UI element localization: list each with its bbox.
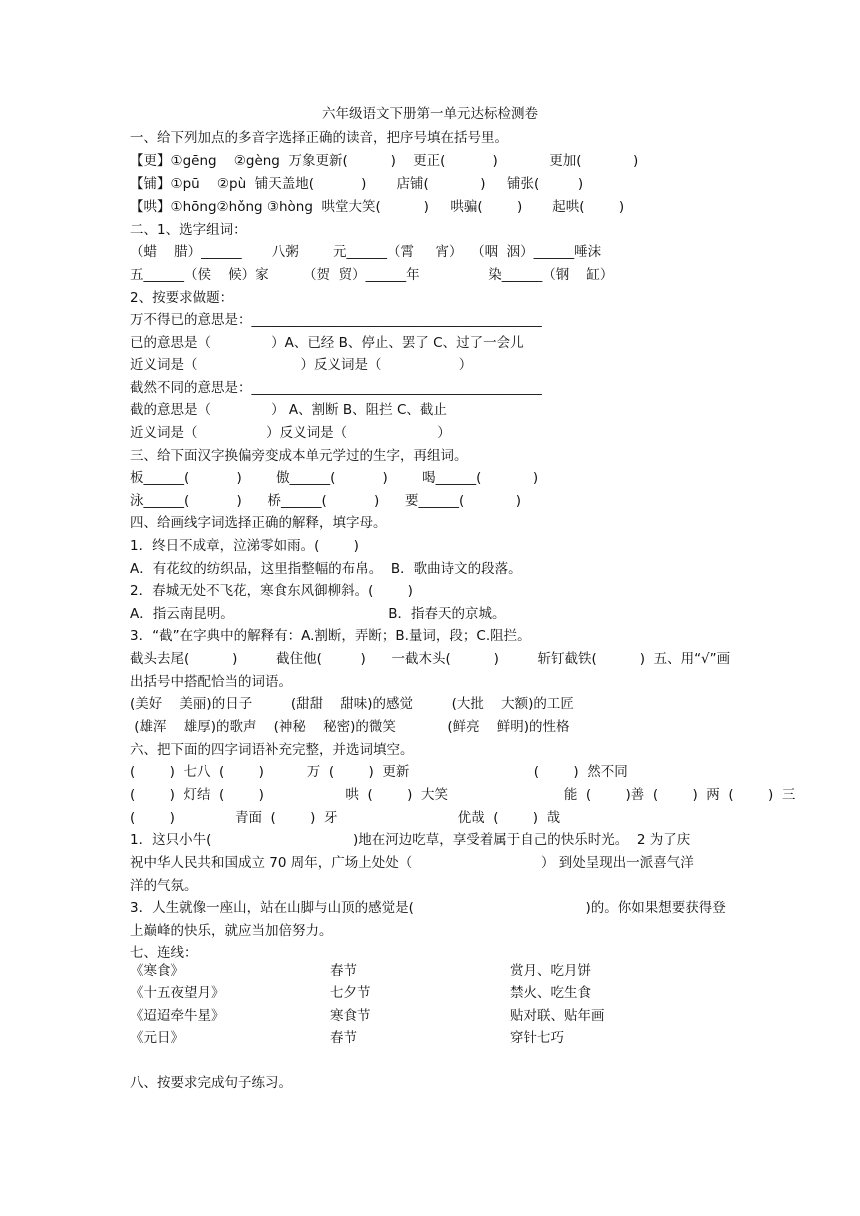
text-line: 近义词是（ ）反义词是（ ） [130,357,473,373]
festival-name: 春节 [330,963,357,979]
text-line: 3．“截”在字典中的解释有：A.割断，弄断；B.量词，段；C.阻拦。 [130,628,531,644]
text-line: 已的意思是（ ）A、已经 B、停止、罢了 C、过了一会儿 [130,335,524,351]
custom-text: 禁火、吃生食 [510,985,591,1001]
text-line: 出括号中搭配恰当的词语。 [130,674,292,690]
text-line: （蜡 腊）______ 八粥 元______（霄 宵） （咽 洇）______唾沫 [130,244,602,260]
text-line: 四、给画线字词选择正确的解释，填字母。 [130,515,387,531]
text-line: 1．这只小牛( )地在河边吃草，享受着属于自己的快乐时光。 2 为了庆 [130,832,691,848]
text-line: ( ) 七八 ( ) 万 ( ) 更新 ( ) 然不同 [130,764,628,780]
text-line: 截头去尾( ) 截住他( ) 一截木头( ) 斩钉截铁( ) 五、用“√”画 [130,651,731,667]
text-line: A．指云南昆明。 B．指春天的京城。 [130,606,506,622]
poem-title: 《元日》 [130,1030,184,1046]
text-line: 板______( ) 傲______( ) 喝______( ) [130,470,539,486]
text-line: 祝中华人民共和国成立 70 周年，广场上处处（ ） 到处呈现出一派喜气洋 [130,855,694,871]
text-line: 2、按要求做题： [130,290,234,306]
poem-title: 《迢迢牵牛星》 [130,1008,225,1024]
poem-title: 《寒食》 [130,963,184,979]
text-line: 万不得已的意思是：___________________________________________ [130,312,542,328]
text-line: 近义词是（ ）反义词是（ ） [130,425,451,441]
text-line: 洋的气氛。 [130,878,198,894]
text-line: ( ) 青面 ( ) 牙 优哉 ( ) 哉 [130,810,561,826]
section-8-heading: 八、按要求完成句子练习。 [130,1075,292,1091]
text-line: (雄浑 雄厚)的歌声 (神秘 秘密)的微笑 (鲜亮 鲜明)的性格 [130,719,570,735]
text-line: 七、连线： [130,945,198,961]
poem-title: 《十五夜望月》 [130,985,225,1001]
text-line: 1．终日不成章，泣涕零如雨。( ) [130,538,359,554]
text-line: 二、1、选字组词： [130,222,247,238]
text-line: 【更】①gēng ②gèng 万象更新( ) 更正( ) 更加( ) [130,153,639,169]
custom-text: 穿针七巧 [510,1030,564,1046]
text-line: 三、给下面汉字换偏旁变成本单元学过的生字，再组词。 [130,448,468,464]
text-line: 截的意思是（ ） A、割断 B、阻拦 C、截止 [130,402,447,418]
festival-name: 春节 [330,1030,357,1046]
page-title: 六年级语文下册第一单元达标检测卷 [322,106,538,122]
text-line: 六、把下面的四字词语补充完整，并选词填空。 [130,742,414,758]
text-line: A．有花纹的纺织品，这里指整幅的布帛。 B．歌曲诗文的段落。 [130,561,522,577]
text-line: 上巅峰的快乐，就应当加倍努力。 [130,923,333,939]
text-line: 截然不同的意思是：___________________________________________ [130,380,542,396]
text-line: 【铺】①pū ②pù 铺天盖地( ) 店铺( ) 铺张( ) [130,176,584,192]
text-line: (美好 美丽)的日子 (甜甜 甜味)的感觉 (大批 大额)的工匠 [130,696,574,712]
text-line: 3．人生就像一座山，站在山脚与山顶的感觉是( )的。你如果想要获得登 [130,900,726,916]
text-line: 五______（侯 候）家 （贺 贸）______年 染______（钢 缸） [130,267,614,283]
festival-name: 七夕节 [330,985,371,1001]
text-line: 泳______( ) 桥______( ) 要______( ) [130,493,521,509]
custom-text: 贴对联、贴年画 [510,1008,605,1024]
text-line: 一、给下列加点的多音字选择正确的读音，把序号填在括号里。 [130,130,508,146]
festival-name: 寒食节 [330,1008,371,1024]
text-line: 【哄】①hōng②hǒng ③hòng 哄堂大笑( ) 哄骗( ) 起哄( ) [130,199,625,215]
text-line: ( ) 灯结 ( ) 哄 ( ) 大笑 能 ( )善 ( ) 两 ( ) 三 [130,787,796,803]
custom-text: 赏月、吃月饼 [510,963,591,979]
text-line: 2．春城无处不飞花，寒食东风御柳斜。( ) [130,583,413,599]
